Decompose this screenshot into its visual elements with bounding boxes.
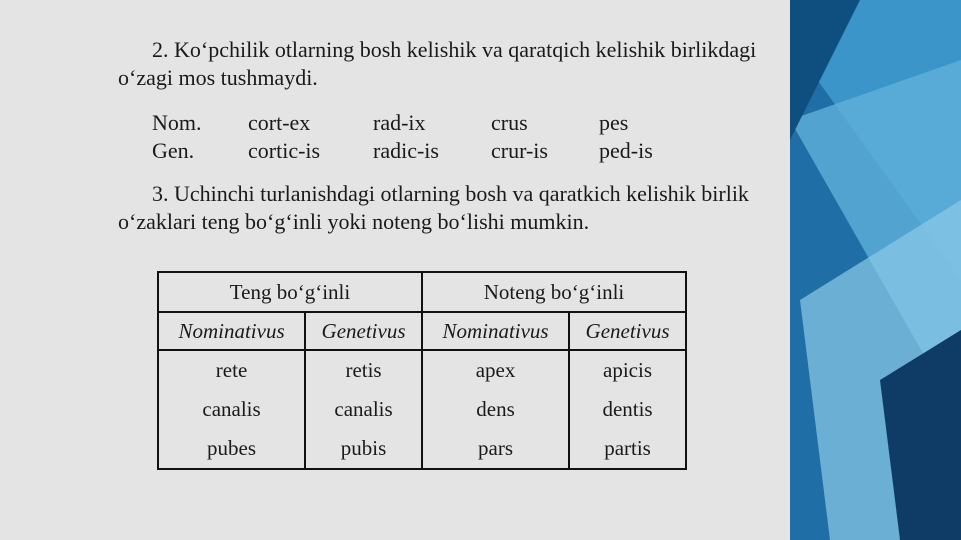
- table-cell: dentis: [569, 390, 686, 429]
- form-cell: ped-is: [599, 138, 653, 163]
- form-cell: pes: [599, 110, 629, 135]
- table-cell: rete: [158, 350, 305, 390]
- table-cell: apex: [422, 350, 569, 390]
- form-cell: cortic-is: [248, 138, 321, 163]
- paragraph-2-line-2: o‘zaklari teng bo‘g‘inli yoki noteng bo‘lishi mumkin.: [118, 209, 590, 234]
- group-header-row: [158, 272, 686, 312]
- table-cell: canalis: [305, 390, 422, 429]
- paragraph-1: [118, 36, 758, 92]
- table-cell: pubes: [158, 429, 305, 469]
- group-header-unequal: Noteng bo‘g‘inli: [422, 272, 686, 312]
- column-header: Nominativus: [158, 312, 305, 350]
- syllable-table: [157, 271, 687, 470]
- table-cell: canalis: [158, 390, 305, 429]
- table-row: [158, 429, 686, 469]
- form-cell: crus: [491, 110, 528, 135]
- column-header-row: [158, 312, 686, 350]
- paragraph-1-line-1: 2. Ko‘pchilik otlarning bosh kelishik va qaratqich kelishik birlikdagi: [152, 37, 757, 62]
- form-cell: rad-ix: [373, 110, 426, 135]
- table-cell: pubis: [305, 429, 422, 469]
- case-label: Nom.: [152, 110, 202, 135]
- case-label: Gen.: [152, 138, 195, 163]
- paragraph-1-line-2: o‘zagi mos tushmaydi.: [118, 65, 318, 90]
- paragraph-2: [118, 180, 758, 236]
- table-row: [158, 390, 686, 429]
- group-header-equal: Teng bo‘g‘inli: [158, 272, 422, 312]
- column-header: Nominativus: [422, 312, 569, 350]
- form-cell: radic-is: [373, 138, 439, 163]
- table-cell: pars: [422, 429, 569, 469]
- form-cell: crur-is: [491, 138, 548, 163]
- table-cell: partis: [569, 429, 686, 469]
- table-cell: retis: [305, 350, 422, 390]
- column-header: Genetivus: [569, 312, 686, 350]
- form-cell: cort-ex: [248, 110, 311, 135]
- table-cell: apicis: [569, 350, 686, 390]
- paragraph-2-line-1: 3. Uchinchi turlanishdagi otlarning bosh va qaratkich kelishik birlik: [152, 181, 749, 206]
- column-header: Genetivus: [305, 312, 422, 350]
- table-cell: dens: [422, 390, 569, 429]
- table-row: [158, 350, 686, 390]
